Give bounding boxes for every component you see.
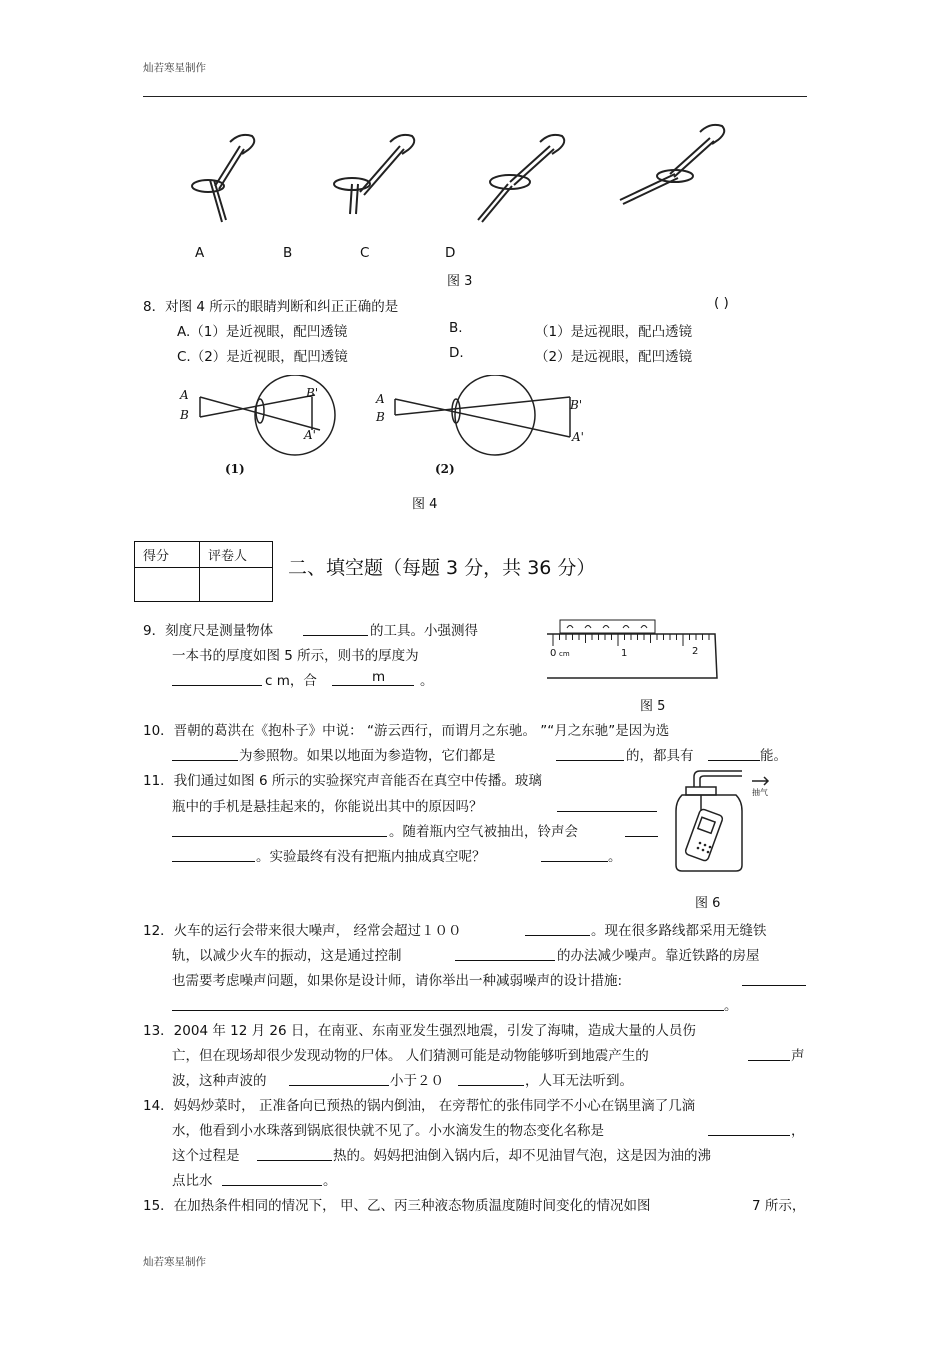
grader-cell[interactable]	[200, 568, 273, 602]
q10-line2b: 的，都具有	[626, 748, 694, 764]
ruler-tick-1: 1	[621, 648, 628, 659]
q14-line2a: 水，他看到小水珠落到锅底很快就不见了。小水滴发生的物态变化名称是	[172, 1123, 604, 1139]
q14-line3a: 这个过程是	[172, 1148, 240, 1164]
q12-line1b: 。现在很多路线都采用无缝铁	[591, 923, 767, 939]
q10-line1: 10．晋朝的葛洪在《抱朴子》中说： “游云西行，而谓月之东驰。 ”“月之东驰”是因为选	[143, 723, 670, 739]
fig3-label-a: A	[195, 245, 205, 261]
q13-line1: 13．2004 年 12 月 26 日，在南亚、东南亚发生强烈地震，引发了海啸，造成大量的人员伤	[143, 1023, 696, 1039]
q8-option-a[interactable]: A.（1）是近视眼，配凹透镜	[177, 324, 348, 340]
fig3-label-c: C	[360, 245, 370, 261]
q10-blank2[interactable]	[556, 746, 624, 761]
q9-line1b: 的工具。小强测得	[370, 623, 478, 639]
q13-blank2[interactable]	[289, 1071, 389, 1086]
ruler-tick-2: 2	[692, 646, 699, 657]
q9-blank2[interactable]	[172, 671, 262, 686]
q12-blank1[interactable]	[525, 921, 590, 936]
score-header: 得分	[135, 542, 200, 568]
q9-line1a: 9．刻度尺是测量物体	[143, 623, 274, 639]
ruler-unit: cm	[559, 650, 570, 658]
fig4-eye1-label-b: B	[180, 408, 189, 422]
q13-line2a: 亡，但在现场却很少发现动物的尸体。 人们猜测可能是动物能够听到地震产生的	[172, 1048, 649, 1064]
q11-blank2[interactable]	[172, 822, 387, 837]
fig4-eye2-number: (2)	[435, 462, 455, 476]
q8-option-c[interactable]: C.（2）是近视眼，配凹透镜	[177, 349, 348, 365]
q15-line1a: 15．在加热条件相同的情况下， 甲、乙、丙三种液态物质温度随时间变化的情况如图	[143, 1198, 651, 1214]
q10-line2c: 能。	[760, 748, 787, 764]
fig4-eye1-label-a-prime: A'	[304, 428, 316, 442]
q14-blank2[interactable]	[257, 1146, 332, 1161]
fig4-eye2-label-b-prime: B'	[570, 398, 583, 412]
fig5-caption: 图 5	[640, 699, 666, 714]
q14-line4b: 。	[323, 1173, 337, 1189]
q11-line4a: 。实验最终有没有把瓶内抽成真空呢？	[256, 849, 486, 865]
q13-line2b: 声	[791, 1048, 805, 1064]
header-rule	[143, 96, 807, 97]
figure-3	[180, 122, 740, 232]
q10-blank3[interactable]	[708, 746, 760, 761]
q12-blank3[interactable]	[742, 971, 806, 986]
q11-blank1[interactable]	[557, 797, 657, 812]
q14-line2b: ，	[791, 1123, 805, 1139]
q8-option-b-letter[interactable]: B.	[449, 320, 463, 336]
fig4-eye1-number: (1)	[225, 462, 245, 476]
q11-line4b: 。	[608, 849, 622, 865]
fig4-caption: 图 4	[412, 497, 438, 512]
page-footer: 灿若寒星制作	[143, 1256, 206, 1268]
q11-blank3[interactable]	[625, 822, 658, 837]
q12-line3: 也需要考虑噪声问题，如果你是设计师，请你举出一种减弱噪声的设计措施:	[172, 973, 623, 989]
q9-period: 。	[420, 673, 434, 689]
q9-unit-m: m	[372, 669, 386, 685]
q10-blank1[interactable]	[172, 746, 238, 761]
q8-answer-paren[interactable]: ( )	[714, 295, 729, 311]
figure-6	[672, 765, 782, 875]
q11-line1: 11．我们通过如图 6 所示的实验探究声音能否在真空中传播。玻璃	[143, 773, 542, 789]
q13-line3b: 小于２０	[390, 1073, 444, 1089]
q11-blank5[interactable]	[541, 847, 608, 862]
q14-line3b: 热的。妈妈把油倒入锅内后，却不见油冒气泡，这是因为油的沸	[333, 1148, 711, 1164]
q8-stem: 8．对图 4 所示的眼睛判断和纠正正确的是	[143, 299, 399, 315]
fig3-label-d: D	[445, 245, 456, 261]
q10-line2a: 为参照物。如果以地面为参造物，它们都是	[239, 748, 496, 764]
q8-option-d-letter[interactable]: D.	[449, 345, 464, 361]
figure-5	[545, 618, 725, 683]
q9-unit-cm: c m，合	[265, 673, 317, 689]
fig6-pump-label: 抽气	[752, 788, 768, 797]
q11-line2: 瓶中的手机是悬挂起来的，你能说出其中的原因吗？	[172, 799, 483, 815]
q9-line2: 一本书的厚度如图 5 所示，则书的厚度为	[172, 648, 419, 664]
q12-blank4[interactable]	[172, 996, 724, 1011]
q12-line2b: 的办法减少噪声。靠近铁路的房屋	[557, 948, 760, 964]
page-header: 灿若寒星制作	[143, 62, 206, 74]
q13-line3c: ，人耳无法听到。	[525, 1073, 633, 1089]
q9-blank1[interactable]	[303, 621, 368, 636]
q13-blank3[interactable]	[458, 1071, 524, 1086]
q11-blank4[interactable]	[172, 847, 255, 862]
fig4-eye1-label-a: A	[180, 388, 189, 402]
q12-line4: 。	[724, 998, 738, 1014]
score-cell[interactable]	[135, 568, 200, 602]
fig4-eye2-label-b: B	[376, 410, 385, 424]
q11-line3: 。随着瓶内空气被抽出，铃声会	[389, 824, 578, 840]
q12-blank2[interactable]	[455, 946, 555, 961]
grader-header: 评卷人	[200, 542, 273, 568]
fig3-label-b: B	[283, 245, 293, 261]
q13-line3a: 波，这种声波的	[172, 1073, 267, 1089]
q14-blank3[interactable]	[222, 1171, 322, 1186]
q14-blank1[interactable]	[708, 1121, 790, 1136]
fig6-caption: 图 6	[695, 896, 721, 911]
q12-line1a: 12．火车的运行会带来很大噪声， 经常会超过１００	[143, 923, 462, 939]
fig4-eye2-label-a: A	[376, 392, 385, 406]
ruler-tick-0: 0	[550, 648, 557, 659]
q8-option-b[interactable]: （1）是远视眼，配凸透镜	[535, 324, 693, 340]
q8-option-d[interactable]: （2）是远视眼，配凹透镜	[535, 349, 693, 365]
figure-4	[170, 375, 600, 480]
section-2-title: 二、填空题（每题 3 分，共 36 分）	[288, 557, 596, 579]
q13-blank1[interactable]	[748, 1046, 790, 1061]
fig4-eye1-label-b-prime: B'	[306, 386, 319, 400]
fig4-eye2-label-a-prime: A'	[572, 430, 584, 444]
q14-line1: 14．妈妈炒菜时， 正准备向已预热的锅内倒油， 在旁帮忙的张伟同学不小心在锅里滴了几滴	[143, 1098, 696, 1114]
fig3-caption: 图 3	[447, 274, 473, 289]
q14-line4a: 点比水	[172, 1173, 213, 1189]
score-table	[134, 541, 273, 602]
q15-line1b: 7 所示，	[752, 1198, 806, 1214]
q12-line2a: 轨，以减少火车的振动，这是通过控制	[172, 948, 402, 964]
